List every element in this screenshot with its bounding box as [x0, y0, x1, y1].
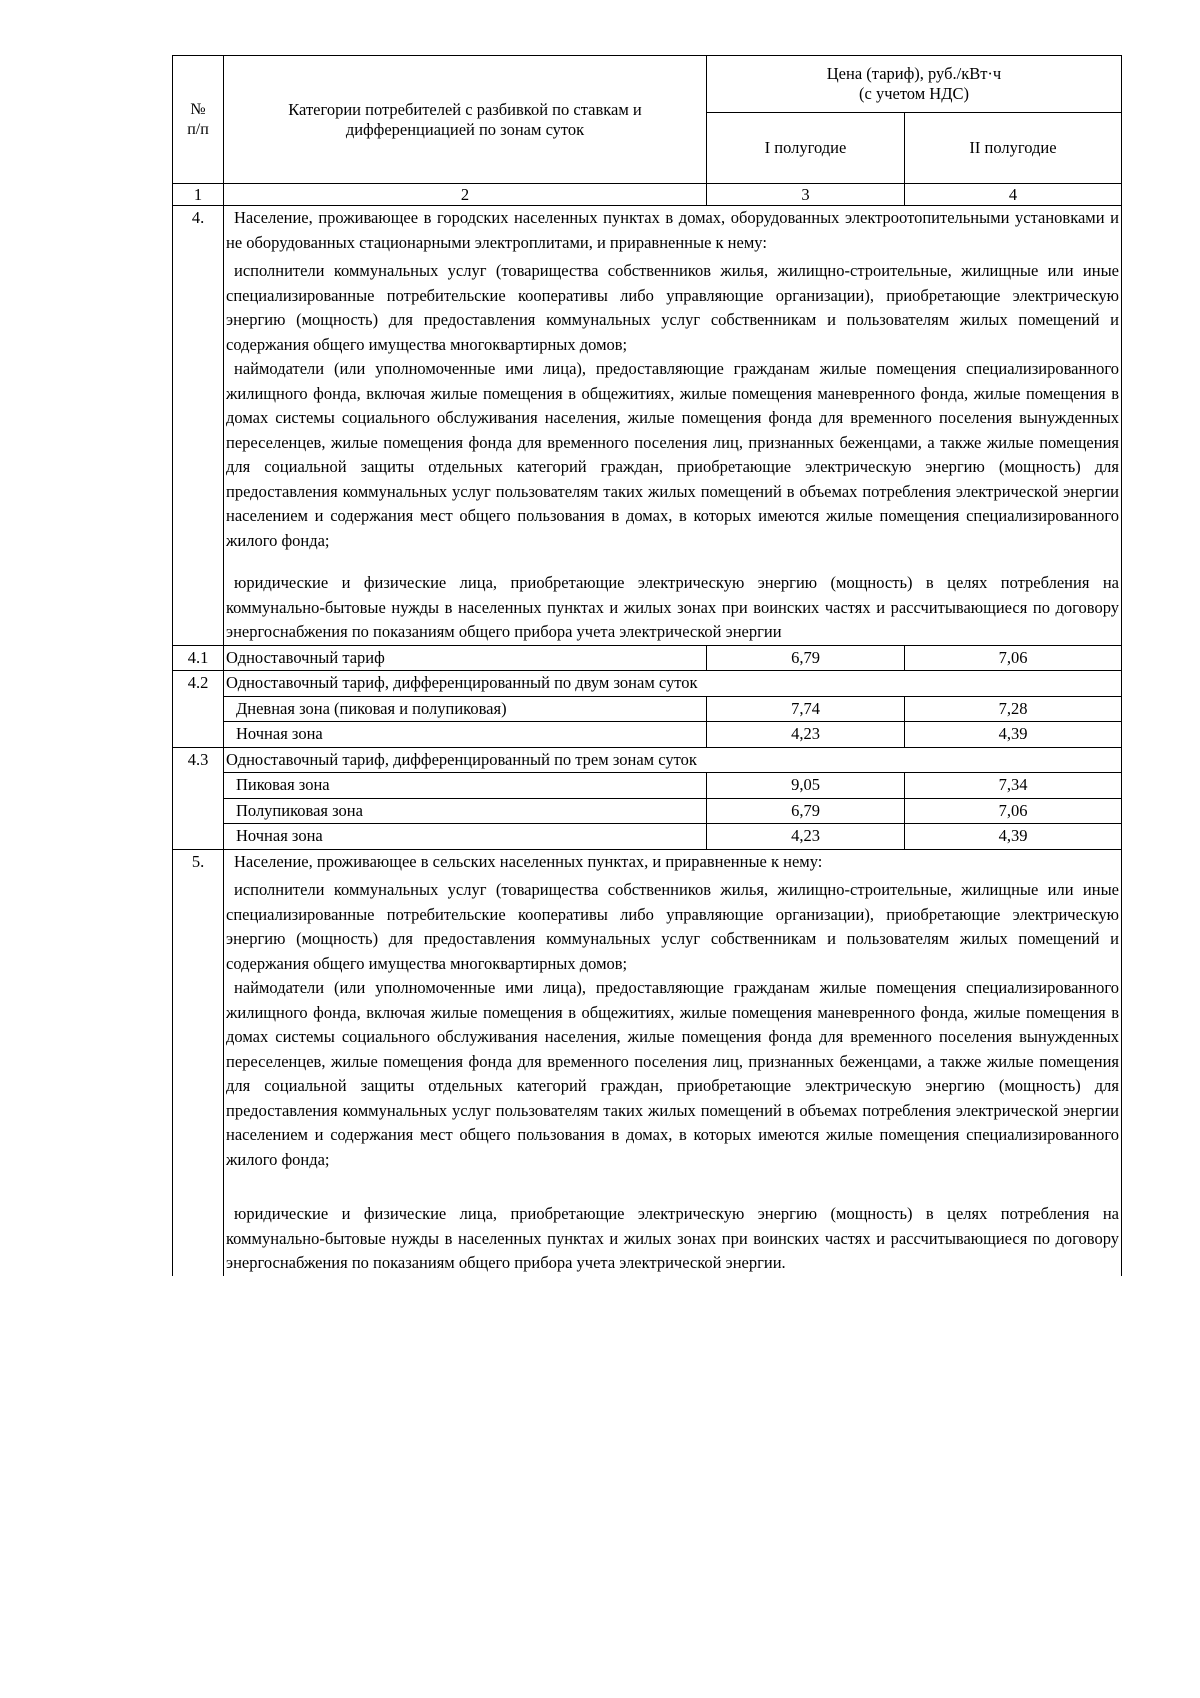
section-4-text	[224, 206, 1122, 646]
section-4-row	[173, 206, 1122, 646]
header-half2: II полугодие	[905, 113, 1122, 184]
price-half1: 9,05	[707, 773, 905, 799]
price-half1: 7,74	[707, 696, 905, 722]
table-header-row	[173, 56, 1122, 113]
section-4-para1: исполнители коммунальных услуг (товарищества собственников жилья, жилищно-строительные, жилищные или иные специализированные потребительские кооперативы либо управляющие организации), приобретающие электрическую энергию (мощность) для предоставления коммунальных услуг собственникам и пользователям жилых помещений и содержания общего имущества многоквартирных домов;	[226, 261, 1119, 354]
zone-label: Полупиковая зона	[224, 798, 707, 824]
row-label: Одноставочный тариф	[224, 645, 707, 671]
section-4-number: 4.	[173, 206, 224, 646]
row-4-3	[173, 747, 1122, 773]
price-half2: 7,28	[905, 696, 1122, 722]
section-5-number: 5.	[173, 849, 224, 1276]
header-number: № п/п	[173, 56, 224, 184]
row-number: 4.1	[173, 645, 224, 671]
row-4-1	[173, 645, 1122, 671]
price-half2: 7,06	[905, 645, 1122, 671]
price-half2: 4,39	[905, 824, 1122, 850]
price-half1: 4,23	[707, 824, 905, 850]
price-half2: 7,34	[905, 773, 1122, 799]
section-5-para1: исполнители коммунальных услуг (товарищества собственников жилья, жилищно-строительные, жилищные или иные специализированные потребительские кооперативы либо управляющие организации), приобретающие электрическую энергию (мощность) для предоставления коммунальных услуг собственникам и пользователям жилых помещений и содержания общего имущества многоквартирных домов;	[226, 880, 1119, 973]
row-4-3-semipeak	[173, 798, 1122, 824]
row-label: Одноставочный тариф, дифференцированный по трем зонам суток	[224, 747, 1122, 773]
column-number: 2	[224, 184, 707, 206]
row-4-2-day	[173, 696, 1122, 722]
section-5-intro: Население, проживающее в сельских населенных пунктах, и приравненные к нему:	[234, 851, 823, 871]
row-number: 4.2	[173, 671, 224, 748]
column-number: 3	[707, 184, 905, 206]
row-label: Одноставочный тариф, дифференцированный по двум зонам суток	[224, 671, 1122, 697]
section-4-para2: наймодатели (или уполномоченные ими лица), предоставляющие гражданам жилые помещения специализированного жилищного фонда, включая жилые помещения в общежитиях, жилые помещения маневренного фонда, жилые помещения в домах системы социального обслуживания населения, жилые помещения фонда для временного поселения вынужденных переселенцев, жилые помещения фонда для временного поселения лиц, признанных беженцами, а также жилые помещения для социальной защиты отдельных категорий граждан, приобретающие электрическую энергию (мощность) для предоставления коммунальных услуг пользователям таких жилых помещений в объемах потребления электрической энергии населением и содержания мест общего пользования в домах, в которых имеются жилые помещения специализированного жилого фонда;	[226, 359, 1119, 550]
price-half2: 7,06	[905, 798, 1122, 824]
price-half2: 4,39	[905, 722, 1122, 748]
section-5-para3: юридические и физические лица, приобретающие электрическую энергию (мощность) в целях потребления на коммунально-бытовые нужды в населенных пунктах и жилых зонах при воинских частях и рассчитывающиеся по договору энергоснабжения по показаниям общего прибора учета электрической энергии.	[226, 1204, 1119, 1272]
row-number: 4.3	[173, 747, 224, 849]
zone-label: Ночная зона	[224, 722, 707, 748]
price-half1: 6,79	[707, 798, 905, 824]
section-5-para2: наймодатели (или уполномоченные ими лица), предоставляющие гражданам жилые помещения специализированного жилищного фонда, включая жилые помещения в общежитиях, жилые помещения маневренного фонда, жилые помещения в домах системы социального обслуживания населения, жилые помещения фонда для временного поселения вынужденных переселенцев, жилые помещения фонда для временного поселения лиц, признанных беженцами, а также жилые помещения для социальной защиты отдельных категорий граждан, приобретающие электрическую энергию (мощность) для предоставления коммунальных услуг пользователям таких жилых помещений в объемах потребления электрической энергии населением и содержания мест общего пользования в домах, в которых имеются жилые помещения специализированного жилого фонда;	[226, 978, 1119, 1169]
row-4-3-night	[173, 824, 1122, 850]
row-4-3-peak	[173, 773, 1122, 799]
section-4-para3: юридические и физические лица, приобретающие электрическую энергию (мощность) в целях потребления на коммунально-бытовые нужды в населенных пунктах и жилых зонах при воинских частях и рассчитывающиеся по договору энергоснабжения по показаниям общего прибора учета электрической энергии	[226, 573, 1119, 641]
price-half1: 6,79	[707, 645, 905, 671]
section-4-intro: Население, проживающее в городских населенных пунктах в домах, оборудованных электроотопительными установками и не оборудованных стационарными электроплитами, и приравненные к нему:	[226, 208, 1119, 252]
column-number: 4	[905, 184, 1122, 206]
tariff-table	[172, 55, 1122, 1276]
section-5-row	[173, 849, 1122, 1276]
zone-label: Пиковая зона	[224, 773, 707, 799]
section-5-text	[224, 849, 1122, 1276]
row-4-2	[173, 671, 1122, 697]
zone-label: Дневная зона (пиковая и полупиковая)	[224, 696, 707, 722]
row-4-2-night	[173, 722, 1122, 748]
zone-label: Ночная зона	[224, 824, 707, 850]
spacer	[226, 553, 1119, 571]
column-number-row	[173, 184, 1122, 206]
column-number: 1	[173, 184, 224, 206]
header-half1: I полугодие	[707, 113, 905, 184]
header-category: Категории потребителей с разбивкой по ставкам и дифференциацией по зонам суток	[224, 56, 707, 184]
spacer	[226, 1172, 1119, 1202]
header-price-group: Цена (тариф), руб./кВт·ч (с учетом НДС)	[707, 56, 1122, 113]
price-half1: 4,23	[707, 722, 905, 748]
